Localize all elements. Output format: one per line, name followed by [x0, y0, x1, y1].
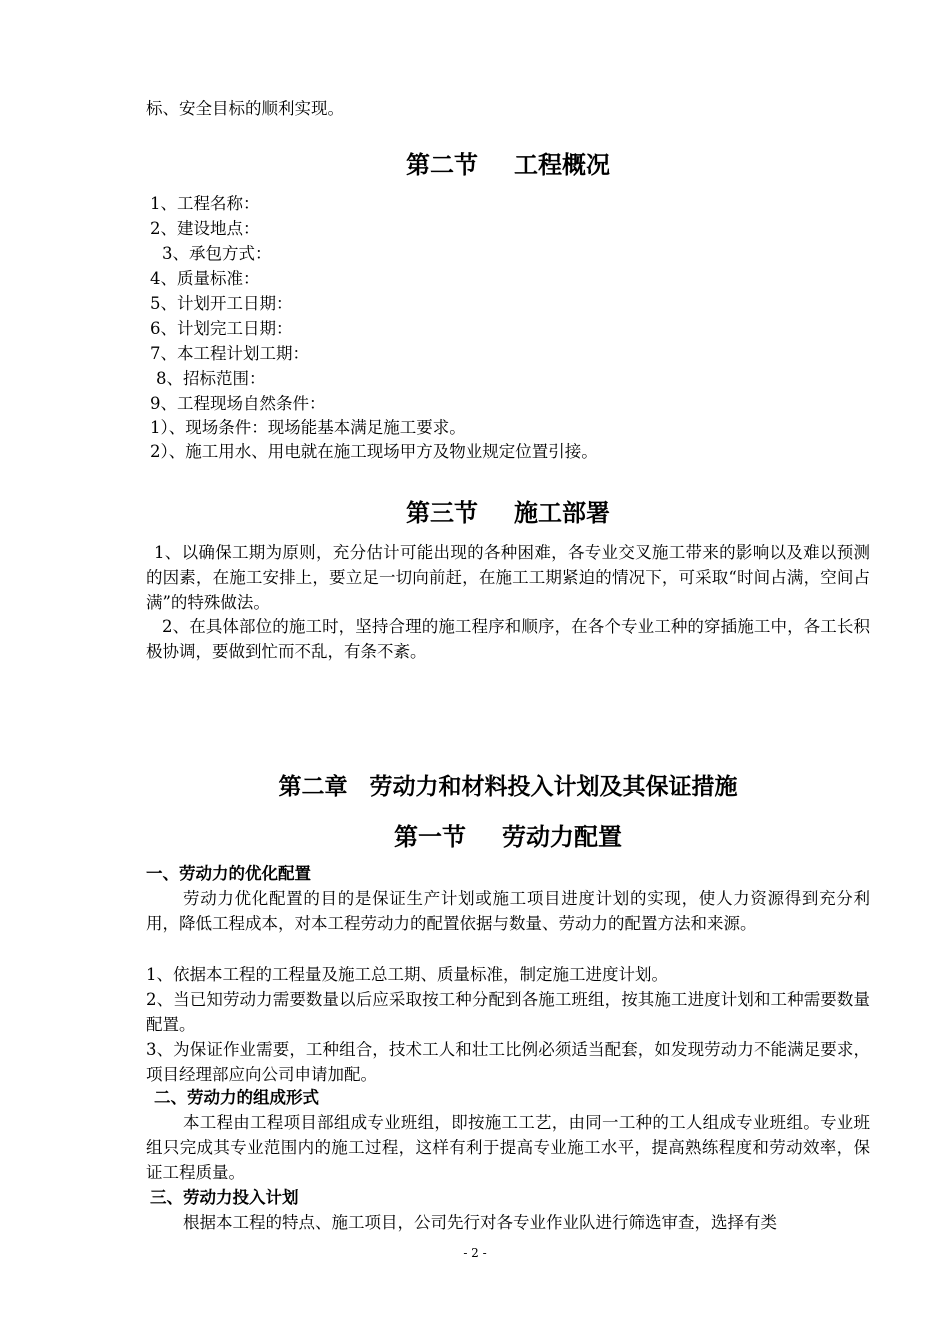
- sub3-heading: 三、劳动力投入计划: [150, 1188, 299, 1207]
- section1-heading: [146, 820, 870, 854]
- section2-heading: [146, 148, 870, 182]
- section2-item: 6、计划完工日期：: [150, 319, 293, 338]
- sub3-body: 根据本工程的特点、施工项目，公司先行对各专业作业队进行筛选审查，选择有类: [183, 1213, 777, 1232]
- chapter2-heading: [146, 770, 870, 804]
- section2-item: 2）、施工用水、用电就在施工现场甲方及物业规定位置引接。: [150, 442, 598, 461]
- sub1-item: 3、为保证作业需要，工种组合，技术工人和壮工比例必须适当配套，如发现劳动力不能满足要求，项目经理部应向公司申请加配。: [146, 1040, 870, 1084]
- section2-item: 5、计划开工日期：: [150, 294, 293, 313]
- section2-item: 2、建设地点：: [150, 219, 260, 238]
- chapter2-number: 第二章: [278, 774, 348, 800]
- chapter2-title: 劳动力和材料投入计划及其保证措施: [369, 774, 738, 800]
- sub1-heading: 一、劳动力的优化配置: [146, 864, 311, 883]
- sub2-body: 本工程由工程项目部组成专业班组，即按施工工艺，由同一工种的工人组成专业班组。专业班组只完成其专业范围内的施工过程，这样有利于提高专业施工水平，提高熟练程度和劳动效率，保证工程质量。: [146, 1113, 870, 1182]
- page-number: - 2 -: [463, 1246, 487, 1260]
- section2-item: 7、本工程计划工期：: [150, 344, 309, 363]
- sub1-intro: 劳动力优化配置的目的是保证生产计划或施工项目进度计划的实现，使人力资源得到充分利用，降低工程成本，对本工程劳动力的配置依据与数量、劳动力的配置方法和来源。: [146, 889, 870, 933]
- section3-title: 施工部署: [514, 499, 610, 527]
- section2-item: 1、工程名称：: [150, 194, 260, 213]
- section1-number: 第一节: [394, 823, 466, 851]
- section2-item: 3、承包方式：: [162, 244, 272, 263]
- section2-item: 9、工程现场自然条件：: [150, 394, 326, 413]
- section2-item: 4、质量标准：: [150, 269, 260, 288]
- section2-item: 1）、现场条件：现场能基本满足施工要求。: [150, 418, 466, 437]
- sub1-item: 2、当已知劳动力需要数量以后应采取按工种分配到各施工班组，按其施工进度计划和工种需要数量配置。: [146, 990, 870, 1034]
- intro-tail-text: 标、安全目标的顺利实现。: [146, 99, 344, 118]
- section2-item: 8、招标范围：: [156, 369, 266, 388]
- section3-heading: [146, 496, 870, 530]
- sub1-item: 1、依据本工程的工程量及施工总工期、质量标准，制定施工进度计划。: [146, 965, 668, 984]
- section3-number: 第三节: [406, 499, 478, 527]
- section3-paragraph: 1、以确保工期为原则，充分估计可能出现的各种困难，各专业交叉施工带来的影响以及难以预测的因素，在施工安排上，要立足一切向前赶，在施工工期紧迫的情况下，可采取“时间占满，空间占满”的特殊做法。: [146, 543, 870, 612]
- section2-title: 工程概况: [514, 151, 610, 179]
- section3-paragraph: 2、在具体部位的施工时，坚持合理的施工程序和顺序，在各个专业工种的穿插施工中，各工长积极协调，要做到忙而不乱，有条不紊。: [146, 617, 870, 661]
- section2-number: 第二节: [406, 151, 478, 179]
- section1-title: 劳动力配置: [502, 823, 622, 851]
- sub2-heading: 二、劳动力的组成形式: [154, 1088, 319, 1107]
